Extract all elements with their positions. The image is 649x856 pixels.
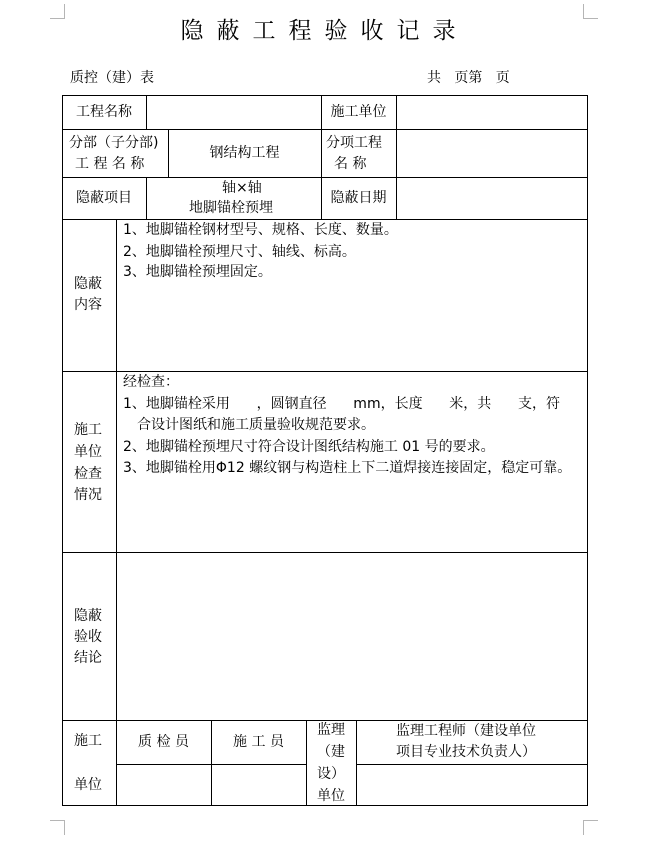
hidden-date-field[interactable] — [397, 178, 587, 219]
inspection-item-1: 1、地脚锚栓采用 ，圆钢直径 mm，长度 米，共 支，符 — [123, 396, 560, 412]
subitem-label-line2: 名 称 — [334, 156, 367, 172]
construction-unit-label: 单位 — [74, 777, 102, 793]
inspection-intro: 经检查： — [123, 374, 179, 390]
content-item: 1、地脚锚栓钢材型号、规格、长度、数量。 — [123, 222, 398, 238]
constructor-signature[interactable] — [212, 765, 306, 805]
conclusion-label-line: 结论 — [74, 650, 102, 666]
content-item: 3、地脚锚栓预埋固定。 — [123, 264, 272, 280]
supervisor-signature[interactable] — [357, 765, 587, 805]
hidden-item-axis: 轴×轴 — [222, 180, 262, 196]
conclusion-label-line: 隐蔽 — [74, 608, 102, 624]
inspection-item-1-cont: 合设计图纸和施工质量验收规范要求。 — [137, 417, 375, 433]
content-label-line1: 隐蔽 — [74, 276, 102, 292]
constructor-label: 施 工 员 — [233, 734, 284, 750]
conclusion-field[interactable] — [117, 553, 587, 720]
division-label-line1: 分部（子分部) — [69, 135, 159, 151]
qc-inspector-label: 质 检 员 — [138, 734, 189, 750]
inspection-label-line: 单位 — [74, 444, 102, 460]
supervision-label-line: 单位 — [317, 788, 345, 804]
margin-mark-bottom-right — [583, 820, 598, 835]
contractor-field[interactable] — [397, 96, 587, 129]
conclusion-label-line: 验收 — [74, 629, 102, 645]
hidden-item-label: 隐蔽项目 — [76, 190, 132, 206]
table-rule — [587, 95, 588, 806]
inspection-label-line: 检查 — [74, 466, 102, 482]
record-table — [62, 95, 588, 806]
content-item: 2、地脚锚栓预埋尺寸、轴线、标高。 — [123, 244, 356, 260]
hidden-date-label: 隐蔽日期 — [330, 190, 387, 206]
inspection-label-line: 情况 — [74, 487, 102, 503]
division-label-line2: 工 程 名 称 — [75, 156, 145, 172]
supervision-label-line: （建 — [317, 744, 345, 760]
inspection-label-line: 施工 — [74, 422, 102, 438]
supervisor-label-line1: 监理工程师（建设单位 — [396, 723, 536, 739]
page-title: 隐蔽工程验收记录 — [180, 18, 469, 44]
inspection-item-3: 3、地脚锚栓用Φ12 螺纹钢与构造柱上下二道焊接连接固定，稳定可靠。 — [123, 460, 572, 476]
content-label-line2: 内容 — [74, 297, 102, 313]
inspection-item-2: 2、地脚锚栓预埋尺寸符合设计图纸结构施工 01 号的要求。 — [123, 439, 495, 455]
subitem-field[interactable] — [397, 130, 587, 177]
form-code: 质控（建）表 — [70, 70, 154, 86]
division-value: 钢结构工程 — [209, 145, 280, 161]
table-rule — [146, 177, 147, 219]
hidden-item-value: 地脚锚栓预埋 — [189, 200, 273, 216]
table-rule — [306, 720, 307, 806]
contractor-label: 施工单位 — [330, 104, 387, 120]
supervision-label-line: 监理 — [317, 722, 345, 738]
supervision-label-line: 设） — [317, 766, 345, 782]
qc-inspector-signature[interactable] — [117, 765, 211, 805]
construction-unit-label: 施工 — [74, 733, 102, 749]
supervisor-label-line2: 项目专业技术负责人） — [396, 744, 536, 760]
margin-mark-bottom-left — [50, 820, 65, 835]
page-info: 共 页第 页 — [427, 70, 510, 86]
project-name-label: 工程名称 — [76, 104, 132, 120]
project-name-field[interactable] — [147, 96, 321, 129]
subitem-label-line1: 分项工程 — [326, 135, 382, 151]
